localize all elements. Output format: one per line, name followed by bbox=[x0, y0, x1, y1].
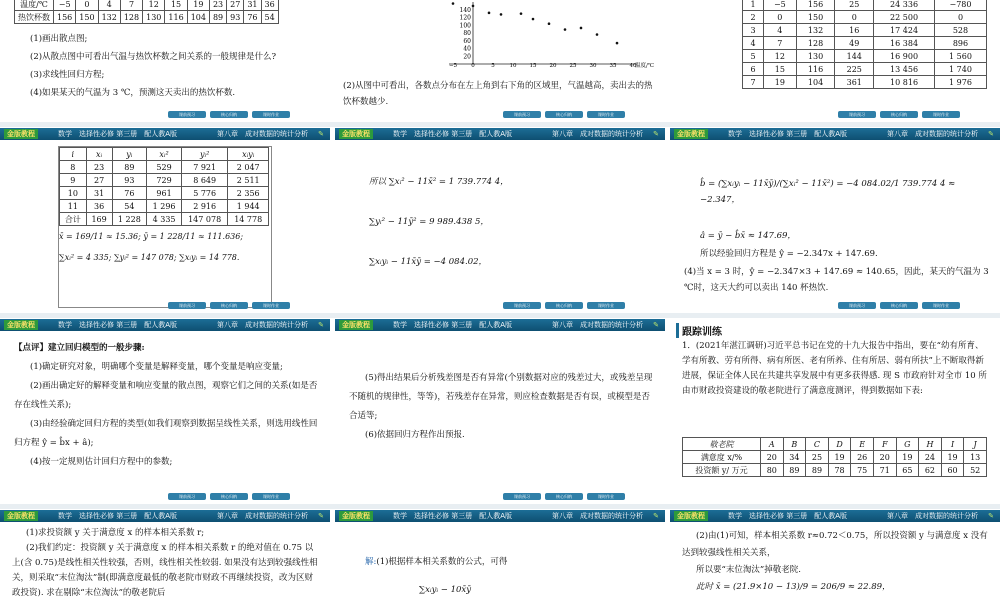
brand-logo: 金版教程 bbox=[4, 320, 38, 330]
table-header-cell: xᵢ² bbox=[147, 148, 182, 161]
slide-10 bbox=[0, 510, 330, 600]
nav-homework-button[interactable]: 课时作业 bbox=[587, 302, 625, 309]
table-cell: 225 bbox=[835, 63, 874, 76]
table-header-cell: yᵢ² bbox=[181, 148, 228, 161]
slide-12 bbox=[670, 510, 1000, 600]
y-tick-label: 60 bbox=[463, 37, 471, 45]
slide-header: 金版教程 数学 选择性必修 第三册 配人教A版 第八章 成对数据的统计分析 ✎ bbox=[0, 319, 330, 331]
y-tick-label: 80 bbox=[463, 30, 471, 37]
slide-nav bbox=[838, 302, 960, 309]
table-cell: 19 bbox=[764, 76, 797, 89]
x-tick-label: 35 bbox=[609, 63, 617, 69]
table-row bbox=[60, 187, 269, 200]
y-tick-label: 140 bbox=[459, 6, 471, 14]
slide-nav bbox=[168, 493, 290, 500]
table-cell: 25 bbox=[806, 451, 829, 464]
slide-nav bbox=[503, 493, 625, 500]
table-cell: 7 bbox=[764, 37, 797, 50]
nav-core-button[interactable]: 核心归纳 bbox=[210, 111, 248, 118]
y-tick-label: 40 bbox=[463, 45, 471, 53]
slide-2 bbox=[335, 0, 665, 122]
nav-preview-button[interactable]: 课前预习 bbox=[503, 111, 541, 118]
comment-block: 【点评】建立回归模型的一般步骤: (1)确定研究对象，明确哪个变量是解释变量，哪个变量是响应变量; (2)画出确定好的解释变量和响应变量的散点图，观察它们之间的关系(如是否存在线性关系); (3)由经验确定回归方程的类型(如我们观察到数据呈线性关系，则选用线性回归方程 ŷ = b̂x + â); (4)按一定规则估计回归方程中的参数; bbox=[14, 339, 320, 472]
table-cell: 2 356 bbox=[228, 187, 269, 200]
table-header-cell: 敬老院 bbox=[683, 438, 761, 451]
table-cell: 4 bbox=[743, 37, 764, 50]
nav-core-button[interactable]: 核心归纳 bbox=[210, 302, 248, 309]
table-cell: 60 bbox=[941, 464, 964, 477]
comment-title: 【点评】建立回归模型的一般步骤: bbox=[14, 343, 145, 353]
table-cell: 6 bbox=[743, 63, 764, 76]
table-cell: 5 776 bbox=[181, 187, 228, 200]
slide-header: 金版教程 数学 选择性必修 第三册 配人教A版 第八章 成对数据的统计分析 ✎ bbox=[0, 128, 330, 140]
x-tick-label: 40 bbox=[629, 63, 637, 69]
nav-homework-button[interactable]: 课时作业 bbox=[922, 302, 960, 309]
table-cell: 132 bbox=[796, 24, 835, 37]
table-cell: 15 bbox=[764, 63, 797, 76]
table-row bbox=[60, 213, 269, 226]
slide-header: 金版教程 数学 选择性必修 第三册 配人教A版 第八章 成对数据的统计分析 ✎ bbox=[335, 510, 665, 522]
table-cell: 89 bbox=[806, 464, 829, 477]
pen-icon[interactable]: ✎ bbox=[318, 512, 324, 520]
nav-preview-button[interactable]: 课前预习 bbox=[168, 111, 206, 118]
table-cell: 3 bbox=[743, 24, 764, 37]
x-tick-label: 30 bbox=[589, 63, 597, 69]
slide-7 bbox=[0, 319, 330, 504]
slide-nav bbox=[503, 111, 625, 118]
table-row bbox=[60, 174, 269, 187]
table-cell: 144 bbox=[835, 50, 874, 63]
table-cell: 投资额 y/ 万元 bbox=[683, 464, 761, 477]
table-cell: 89 bbox=[783, 464, 806, 477]
data-point bbox=[596, 33, 599, 36]
nav-homework-button[interactable]: 课时作业 bbox=[587, 493, 625, 500]
table-cell: 2 511 bbox=[228, 174, 269, 187]
table-cell: 4 335 bbox=[147, 213, 182, 226]
pen-icon[interactable]: ✎ bbox=[318, 321, 324, 329]
table-cell: 93 bbox=[112, 174, 147, 187]
nav-homework-button[interactable]: 课时作业 bbox=[922, 111, 960, 118]
table-cell: 76 bbox=[112, 187, 147, 200]
y-tick-label: 120 bbox=[459, 14, 471, 22]
table-cell: 满意度 x/% bbox=[683, 451, 761, 464]
table-row bbox=[60, 200, 269, 213]
slide-header: 金版教程 数学 选择性必修 第三册 配人教A版 第八章 成对数据的统计分析 ✎ bbox=[670, 510, 1000, 522]
table-cell: 7 bbox=[743, 76, 764, 89]
table-cell: 24 336 bbox=[874, 0, 935, 11]
nav-homework-button[interactable]: 课时作业 bbox=[252, 302, 290, 309]
table-cell: 14 778 bbox=[228, 213, 269, 226]
table-cell: 2 bbox=[743, 11, 764, 24]
table-cell: 130 bbox=[796, 50, 835, 63]
question-list: (1)画出散点图; (2)从散点图中可看出气温与热饮杯数之间关系的一般规律是什么? (3)求线性回归方程; (4)如果某天的气温为 3 ℃，预测这天卖出的热饮杯数. bbox=[30, 34, 277, 98]
table-cell: 71 bbox=[873, 464, 896, 477]
table-cell: 17 424 bbox=[874, 24, 935, 37]
slide-header: 金版教程 数学 选择性必修 第三册 配人教A版 第八章 成对数据的统计分析 ✎ bbox=[670, 128, 1000, 140]
exercise-questions: (1)求投资额 y 关于满意度 x 的样本相关系数 r; (2)我们约定：投资额 y 关于满意度 x 的样本相关系数 r 的绝对值在 0.75 以上(含 0.75)是线性相关性较强，否则，线性相关性较弱. 如果没有达到较强线性相关，则采取“末位淘汰”制(即满意度最低的敬老院市财政不再继续投资，改为区财政投资). 求在剔除“末位淘汰”的敬老院后 bbox=[12, 528, 318, 598]
slide-1 bbox=[0, 0, 330, 122]
table-cell: 147 078 bbox=[181, 213, 228, 226]
table-row bbox=[743, 50, 987, 63]
table-cell: 54 bbox=[112, 200, 147, 213]
table-cell: −5 bbox=[764, 0, 797, 11]
nursing-home-table bbox=[682, 437, 987, 477]
table-cell: 1 296 bbox=[147, 200, 182, 213]
table-header-cell: C bbox=[806, 438, 829, 451]
table-cell: 156 bbox=[796, 0, 835, 11]
table-header-cell: xᵢ bbox=[86, 148, 112, 161]
table-cell: 0 bbox=[764, 11, 797, 24]
x-tick-label: −5 bbox=[448, 63, 458, 69]
prediction-text: (4)当 x = 3 时，ŷ = −2.347×3 + 147.69 ≈ 140.65，因此，某天的气温为 3 ℃时，这天大约可以卖出 140 杯热饮. bbox=[684, 267, 989, 293]
slide-nav bbox=[168, 302, 290, 309]
nav-preview-button[interactable]: 课前预习 bbox=[503, 493, 541, 500]
table-cell: 12 bbox=[764, 50, 797, 63]
slide-nav bbox=[168, 111, 290, 118]
answer-2: (2)从图中可看出，各数点分布在左上角到右下角的区域里，气温越高，卖出去的热饮杯数越少. bbox=[343, 81, 653, 107]
data-point bbox=[452, 2, 455, 5]
table-cell: 1 944 bbox=[228, 200, 269, 213]
table-cell: 2 047 bbox=[228, 161, 269, 174]
table-cell: 49 bbox=[835, 37, 874, 50]
table-cell: 31 bbox=[86, 187, 112, 200]
table-header-cell: J bbox=[964, 438, 987, 451]
slide-nav bbox=[503, 302, 625, 309]
exercise-text: 1．(2021年湛江调研)习近平总书记在党的十九大报告中指出，要在“幼有所育、学有所教、劳有所得、病有所医、老有所养、住有所居、弱有所扶”上不断取得新进展，保证全体人民在共建共享发展中有更多获得感. 现 S 市政府针对全市 10 所由市财政投资建设的敬老院进行了满意度测评，得到数据如下表: bbox=[682, 341, 987, 396]
table-cell: 19 bbox=[828, 451, 851, 464]
calc-table-bottom-box bbox=[58, 146, 272, 308]
x-tick-label: 15 bbox=[529, 63, 537, 69]
y-tick-label: 100 bbox=[459, 22, 471, 30]
table-cell: 4 bbox=[764, 24, 797, 37]
nav-homework-button[interactable]: 课时作业 bbox=[252, 493, 290, 500]
slide-header: 金版教程 数学 选择性必修 第三册 配人教A版 第八章 成对数据的统计分析 ✎ bbox=[335, 319, 665, 331]
table-cell: 8 649 bbox=[181, 174, 228, 187]
x-tick-label: 0 bbox=[471, 63, 475, 69]
brand-logo: 金版教程 bbox=[339, 320, 373, 330]
table-cell: 104 bbox=[796, 76, 835, 89]
mean-line: x̄ = 169/11 ≈ 15.36; ȳ = 1 228/11 ≈ 111.636; bbox=[59, 232, 244, 241]
regression-equation: 所以经验回归方程是 ŷ = −2.347x + 147.69. bbox=[700, 249, 878, 259]
pen-icon[interactable]: ✎ bbox=[653, 321, 659, 329]
nav-core-button[interactable]: 核心归纳 bbox=[545, 302, 583, 309]
table-cell: 1 bbox=[743, 0, 764, 11]
table-cell: 1 976 bbox=[934, 76, 986, 89]
steps-continued: (5)得出结果后分析残差图是否有异常(个别数据对应的残差过大，或残差呈现不随机的规律性，等等)，若残差存在异常，则应检查数据是否有误，或模型是否合适等; (6)依据回归方程作出预报. bbox=[349, 373, 653, 440]
table-cell: 128 bbox=[796, 37, 835, 50]
x-tick-label: 25 bbox=[569, 63, 577, 69]
table-header-cell: yᵢ bbox=[112, 148, 147, 161]
brand-logo: 金版教程 bbox=[339, 129, 373, 139]
table-header-cell: B bbox=[783, 438, 806, 451]
data-point bbox=[564, 28, 567, 31]
table-cell: 19 bbox=[941, 451, 964, 464]
intercept-formula: â = ȳ − b̂x̄ ≈ 147.69， bbox=[700, 231, 796, 241]
solution-intro: 解:(1)根据样本相关系数的公式，可得 bbox=[365, 557, 508, 567]
table-cell: 896 bbox=[934, 37, 986, 50]
nav-preview-button[interactable]: 课前预习 bbox=[168, 302, 206, 309]
table-cell: 75 bbox=[851, 464, 874, 477]
slide-8 bbox=[335, 319, 665, 504]
table-cell: 20 bbox=[760, 451, 783, 464]
slide-nav bbox=[838, 111, 960, 118]
nav-preview-button[interactable]: 课前预习 bbox=[503, 302, 541, 309]
table-cell: 89 bbox=[112, 161, 147, 174]
slope-formula: b̂ = (∑xᵢyᵢ − 11x̄ȳ)/(∑xᵢ² − 11x̄²) = −4 084.02/1 739.774 4 ≈ −2.347， bbox=[700, 179, 956, 205]
brand-logo: 金版教程 bbox=[4, 129, 38, 139]
table-cell: 1 560 bbox=[934, 50, 986, 63]
pen-icon[interactable]: ✎ bbox=[653, 512, 659, 520]
solution-formula: ∑xᵢyᵢ − 10x̄ȳ bbox=[419, 585, 472, 595]
table-header-cell: H bbox=[919, 438, 942, 451]
formula-2: ∑yᵢ² − 11ȳ² = 9 989.438 5， bbox=[369, 217, 489, 227]
table-cell: 13 bbox=[964, 451, 987, 464]
sum-line: ∑xᵢ² = 4 335; ∑yᵢ² = 147 078; ∑xᵢyᵢ = 14 778. bbox=[59, 253, 240, 262]
table-cell: 1 740 bbox=[934, 63, 986, 76]
table-header-cell: A bbox=[760, 438, 783, 451]
table-cell: 27 bbox=[86, 174, 112, 187]
table-cell: −780 bbox=[934, 0, 986, 11]
table-cell: 0 bbox=[934, 11, 986, 24]
table-cell: 529 bbox=[147, 161, 182, 174]
table-cell: 528 bbox=[934, 24, 986, 37]
table-row bbox=[743, 0, 987, 11]
table-cell: 5 bbox=[743, 50, 764, 63]
table-cell: 7 921 bbox=[181, 161, 228, 174]
table-row bbox=[743, 76, 987, 89]
table-cell: 80 bbox=[760, 464, 783, 477]
table-cell: 1 228 bbox=[112, 213, 147, 226]
table-cell: 2 916 bbox=[181, 200, 228, 213]
data-point bbox=[488, 12, 491, 15]
table-cell: 52 bbox=[964, 464, 987, 477]
table-cell: 62 bbox=[919, 464, 942, 477]
table-cell: 16 bbox=[835, 24, 874, 37]
table-cell: 9 bbox=[60, 174, 87, 187]
table-header-cell: i bbox=[60, 148, 87, 161]
table-cell: 961 bbox=[147, 187, 182, 200]
scatter-chart bbox=[335, 0, 665, 75]
nav-preview-button[interactable]: 课前预习 bbox=[838, 111, 876, 118]
table-cell: 150 bbox=[796, 11, 835, 24]
nav-homework-button[interactable]: 课时作业 bbox=[587, 111, 625, 118]
table-cell: 10 bbox=[60, 187, 87, 200]
slide-5 bbox=[335, 128, 665, 313]
table-cell: 13 456 bbox=[874, 63, 935, 76]
table-cell: 26 bbox=[851, 451, 874, 464]
pen-icon[interactable]: ✎ bbox=[988, 512, 994, 520]
table-cell: 729 bbox=[147, 174, 182, 187]
table-header-cell: G bbox=[896, 438, 919, 451]
x-tick-label: 20 bbox=[549, 63, 557, 69]
table-cell: 16 384 bbox=[874, 37, 935, 50]
x-tick-label: 5 bbox=[491, 63, 495, 69]
table-cell: 169 bbox=[86, 213, 112, 226]
table-cell: 78 bbox=[828, 464, 851, 477]
solution-continued: (2)由(1)可知，样本相关系数 r≈0.72＜0.75，所以投资额 y 与满意度 x 没有达到较强线性相关关系， 所以要“末位淘汰”掉敬老院. 此时 x̄ = (21.9×10 − 13)/9 = 206/9 ≈ 22.89， bbox=[682, 531, 988, 592]
table-row bbox=[743, 24, 987, 37]
table-row bbox=[60, 161, 269, 174]
nav-homework-button[interactable]: 课时作业 bbox=[252, 111, 290, 118]
data-point bbox=[580, 27, 583, 30]
nav-preview-button[interactable]: 课前预习 bbox=[168, 493, 206, 500]
table-cell: 合计 bbox=[60, 213, 87, 226]
nav-core-button[interactable]: 核心归纳 bbox=[545, 493, 583, 500]
table-cell: 23 bbox=[86, 161, 112, 174]
calc-table-bottom bbox=[59, 147, 269, 226]
nav-core-button[interactable]: 核心归纳 bbox=[545, 111, 583, 118]
calc-table-top bbox=[742, 0, 987, 89]
data-point bbox=[616, 42, 619, 45]
table-cell: 11 bbox=[60, 200, 87, 213]
table-header-cell: I bbox=[941, 438, 964, 451]
table-cell: 10 816 bbox=[874, 76, 935, 89]
slide-header: 金版教程 数学 选择性必修 第三册 配人教A版 第八章 成对数据的统计分析 ✎ bbox=[0, 510, 330, 522]
data-point bbox=[532, 18, 535, 21]
solution-label: 解: bbox=[365, 557, 377, 567]
formula-3: ∑xᵢyᵢ − 11x̄ȳ = −4 084.02， bbox=[369, 257, 488, 267]
temperature-table: 温度/℃ −5 0 4 7 12 15 19 23 27 31 36 热饮杯数 156 150 132 128 130 116 104 89 93 76 54 bbox=[14, 0, 279, 24]
table-row bbox=[683, 464, 987, 477]
slide-3 bbox=[670, 0, 1000, 122]
table-cell: 19 bbox=[896, 451, 919, 464]
brand-logo: 金版教程 bbox=[674, 511, 708, 521]
data-point bbox=[472, 5, 475, 8]
formula-1: 所以 ∑xᵢ² − 11x̄² = 1 739.774 4， bbox=[369, 177, 509, 187]
table-cell: 24 bbox=[919, 451, 942, 464]
table-cell: 361 bbox=[835, 76, 874, 89]
table-row bbox=[743, 11, 987, 24]
nav-core-button[interactable]: 核心归纳 bbox=[210, 493, 248, 500]
data-point bbox=[548, 22, 551, 25]
table-row bbox=[743, 63, 987, 76]
table-header-cell: F bbox=[873, 438, 896, 451]
brand-logo: 金版教程 bbox=[339, 511, 373, 521]
table-header-cell: D bbox=[828, 438, 851, 451]
brand-logo: 金版教程 bbox=[4, 511, 38, 521]
pen-icon[interactable]: ✎ bbox=[988, 130, 994, 138]
data-point bbox=[520, 12, 523, 15]
nav-preview-button[interactable]: 课前预习 bbox=[838, 302, 876, 309]
pen-icon[interactable]: ✎ bbox=[318, 130, 324, 138]
table-cell: 0 bbox=[835, 11, 874, 24]
slide-9 bbox=[670, 319, 1000, 504]
brand-logo: 金版教程 bbox=[674, 129, 708, 139]
table-cell: 8 bbox=[60, 161, 87, 174]
table-cell: 34 bbox=[783, 451, 806, 464]
table-cell: 20 bbox=[873, 451, 896, 464]
table-cell: 22 500 bbox=[874, 11, 935, 24]
slide-header: 金版教程 数学 选择性必修 第三册 配人教A版 第八章 成对数据的统计分析 ✎ bbox=[335, 128, 665, 140]
x-tick-label: 10 bbox=[509, 63, 517, 69]
table-header-cell: xᵢyᵢ bbox=[228, 148, 269, 161]
y-tick-label: 20 bbox=[463, 53, 471, 61]
slide-4 bbox=[0, 128, 330, 313]
table-cell: 16 900 bbox=[874, 50, 935, 63]
x-axis-label: 温度/℃ bbox=[635, 63, 655, 69]
table-cell: 116 bbox=[796, 63, 835, 76]
nav-core-button[interactable]: 核心归纳 bbox=[880, 111, 918, 118]
table-header-cell: E bbox=[851, 438, 874, 451]
slide-6 bbox=[670, 128, 1000, 313]
slide-11 bbox=[335, 510, 665, 600]
table-cell: 65 bbox=[896, 464, 919, 477]
table-cell: 36 bbox=[86, 200, 112, 213]
table-cell: 25 bbox=[835, 0, 874, 11]
nav-core-button[interactable]: 核心归纳 bbox=[880, 302, 918, 309]
data-point bbox=[500, 13, 503, 16]
table-row bbox=[743, 37, 987, 50]
table-row bbox=[683, 451, 987, 464]
pen-icon[interactable]: ✎ bbox=[653, 130, 659, 138]
exercise-title: 跟踪训练 bbox=[676, 323, 722, 338]
